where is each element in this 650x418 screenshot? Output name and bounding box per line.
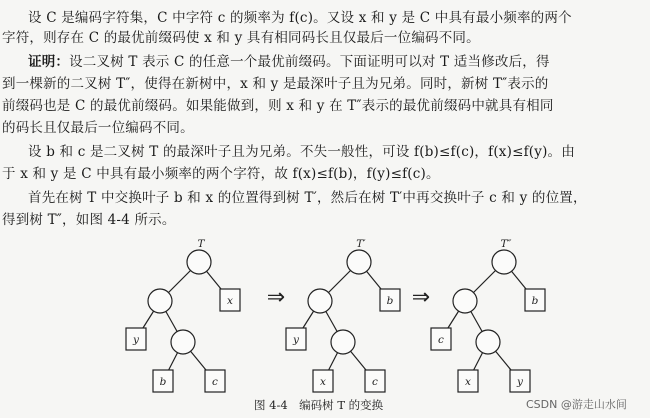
p3-line-1: 设 b 和 c 是二叉树 T 的最深叶子且为兄弟。不失一般性，可设 f(b)≤f(c)，f(x)≤f(y)。由 xyxy=(28,144,575,160)
tree-2-leaf-label: b xyxy=(386,295,394,307)
watermark: CSDN @游走山水间 xyxy=(526,398,627,411)
tree-2-leaf-label: y xyxy=(293,334,299,346)
transform-arrow-1: ⇒ xyxy=(266,285,286,310)
tree-1-leaf-label: c xyxy=(212,376,218,388)
tree-1-name: T xyxy=(197,238,205,250)
tree-2-internal-node xyxy=(331,330,355,354)
tree-2-root-node xyxy=(347,250,371,274)
tree-3-leaf-label: y xyxy=(517,376,523,388)
tree-1-root-node xyxy=(187,250,211,274)
p1-line-1: 设 C 是编码字符集，C 中字符 c 的频率为 f(c)。又设 x 和 y 是 C 中具有最小频率的两个 xyxy=(28,10,572,26)
tree-3-leaf-label: c xyxy=(438,334,444,346)
tree-1-leaf-label: x xyxy=(227,295,233,307)
tree-3-root-node xyxy=(492,250,516,274)
tree-2-leaf-label: x xyxy=(320,376,326,388)
tree-2-internal-node xyxy=(308,289,332,313)
p4-line-2: 得到树 T″，如图 4-4 所示。 xyxy=(2,212,176,228)
p1-line-2: 字符，则存在 C 的最优前缀码使 x 和 y 具有相同码长且仅最后一位编码不同。 xyxy=(2,30,480,46)
tree-2-name: T′ xyxy=(356,238,366,250)
proof-label: 证明： xyxy=(28,54,70,70)
p3-line-2: 于 x 和 y 是 C 中具有最小频率的两个字符，故 f(x)≤f(b)，f(y)≤f(c)。 xyxy=(2,166,440,182)
tree-3-internal-node xyxy=(453,289,477,313)
p2-line-2: 到一棵新的二叉树 T″，使得在新树中，x 和 y 是最深叶子且为兄弟。同时，新树 T″表示的 xyxy=(2,76,549,92)
p2-line-3: 前缀码也是 C 的最优前缀码。如果能做到，则 x 和 y 在 T″表示的最优前缀码中就具有相同 xyxy=(2,98,554,114)
p2-line-4: 的码长且仅最后一位编码不同。 xyxy=(2,120,194,136)
tree-1-leaf-label: y xyxy=(133,334,139,346)
p2-line-1-text: 设二叉树 T 表示 C 的任意一个最优前缀码。下面证明可以对 T 适当修改后，得 xyxy=(69,54,550,70)
tree-2-leaf-label: c xyxy=(372,376,378,388)
tree-3-leaf-label: b xyxy=(531,295,539,307)
p4-line-1: 首先在树 T 中交换叶子 b 和 x 的位置得到树 T′，然后在树 T′中再交换叶子 c 和 y 的位置， xyxy=(28,190,587,206)
tree-3-leaf-label: x xyxy=(465,376,471,388)
tree-1-internal-node xyxy=(171,330,195,354)
transform-arrow-2: ⇒ xyxy=(411,285,431,310)
tree-1-internal-node xyxy=(148,289,172,313)
figure-caption: 图 4-4 编码树 T 的变换 xyxy=(254,398,384,412)
tree-1-leaf-label: b xyxy=(159,376,167,388)
tree-3-internal-node xyxy=(476,330,500,354)
tree-3-name: T″ xyxy=(500,238,512,250)
